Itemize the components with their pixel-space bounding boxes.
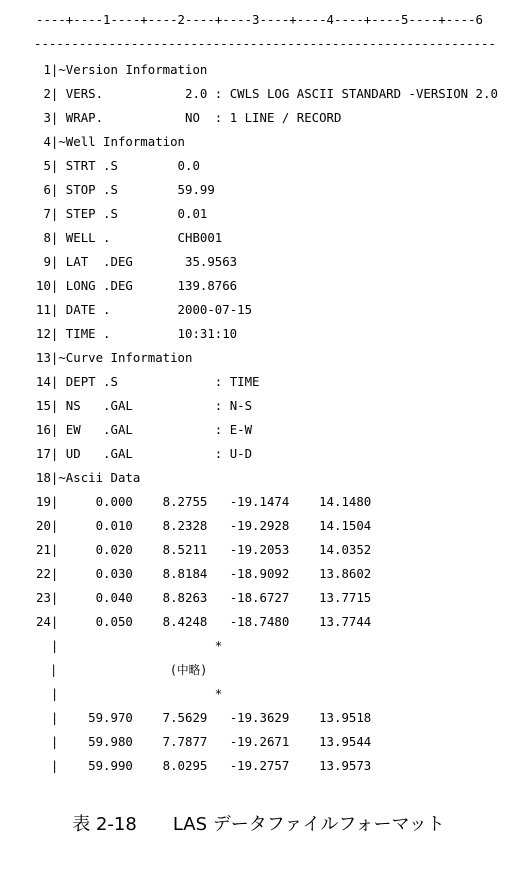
listing-line: 6| STOP .S 59.99 [36, 183, 215, 197]
listing-line: 7| STEP .S 0.01 [36, 207, 208, 221]
listing-line: | * [36, 687, 223, 701]
listing-line: 3| WRAP. NO : 1 LINE / RECORD [36, 111, 342, 125]
listing-line: 12| TIME . 10:31:10 [36, 327, 238, 341]
listing-line: 9| LAT .DEG 35.9563 [36, 255, 238, 269]
listing-line: 22| 0.030 8.8184 -18.9092 13.8602 [36, 567, 372, 581]
listing-line: 16| EW .GAL : E-W [36, 423, 253, 437]
listing-line: 21| 0.020 8.5211 -19.2053 14.0352 [36, 543, 372, 557]
listing-line: 11| DATE . 2000-07-15 [36, 303, 253, 317]
listing-line: | * [36, 639, 223, 653]
listing-line: 8| WELL . CHB001 [36, 231, 223, 245]
listing-line: 18|~Ascii Data [36, 471, 141, 485]
listing-line: 10| LONG .DEG 139.8766 [36, 279, 238, 293]
listing-line: 2| VERS. 2.0 : CWLS LOG ASCII STANDARD -VERSION 2.0 [36, 87, 498, 101]
listing-line: | (中略) [36, 663, 208, 677]
listing-line: | 59.970 7.5629 -19.3629 13.9518 [36, 711, 372, 725]
listing-line: 19| 0.000 8.2755 -19.1474 14.1480 [36, 495, 372, 509]
listing-line: | 59.990 8.0295 -19.2757 13.9573 [36, 759, 372, 773]
listing-line: 23| 0.040 8.8263 -18.6727 13.7715 [36, 591, 372, 605]
listing-line: 20| 0.010 8.2328 -19.2928 14.1504 [36, 519, 372, 533]
listing-line: 15| NS .GAL : N-S [36, 399, 253, 413]
listing-line: 13|~Curve Information [36, 351, 193, 365]
column-ruler: ----+----1----+----2----+----3----+----4----+----5----+----6 [36, 13, 483, 27]
listing-line: 17| UD .GAL : U-D [36, 447, 253, 461]
listing-line: 24| 0.050 8.4248 -18.7480 13.7744 [36, 615, 372, 629]
listing-line: 5| STRT .S 0.0 [36, 159, 200, 173]
listing-line: 1|~Version Information [36, 63, 208, 77]
listing-line: 4|~Well Information [36, 135, 185, 149]
listing-line: | 59.980 7.7877 -19.2671 13.9544 [36, 735, 372, 749]
listing-line: 14| DEPT .S : TIME [36, 375, 260, 389]
table-caption: 表 2-18 LAS データファイルフォーマット [72, 814, 445, 835]
separator-line: -------------------------------------------------------------- [34, 37, 496, 51]
